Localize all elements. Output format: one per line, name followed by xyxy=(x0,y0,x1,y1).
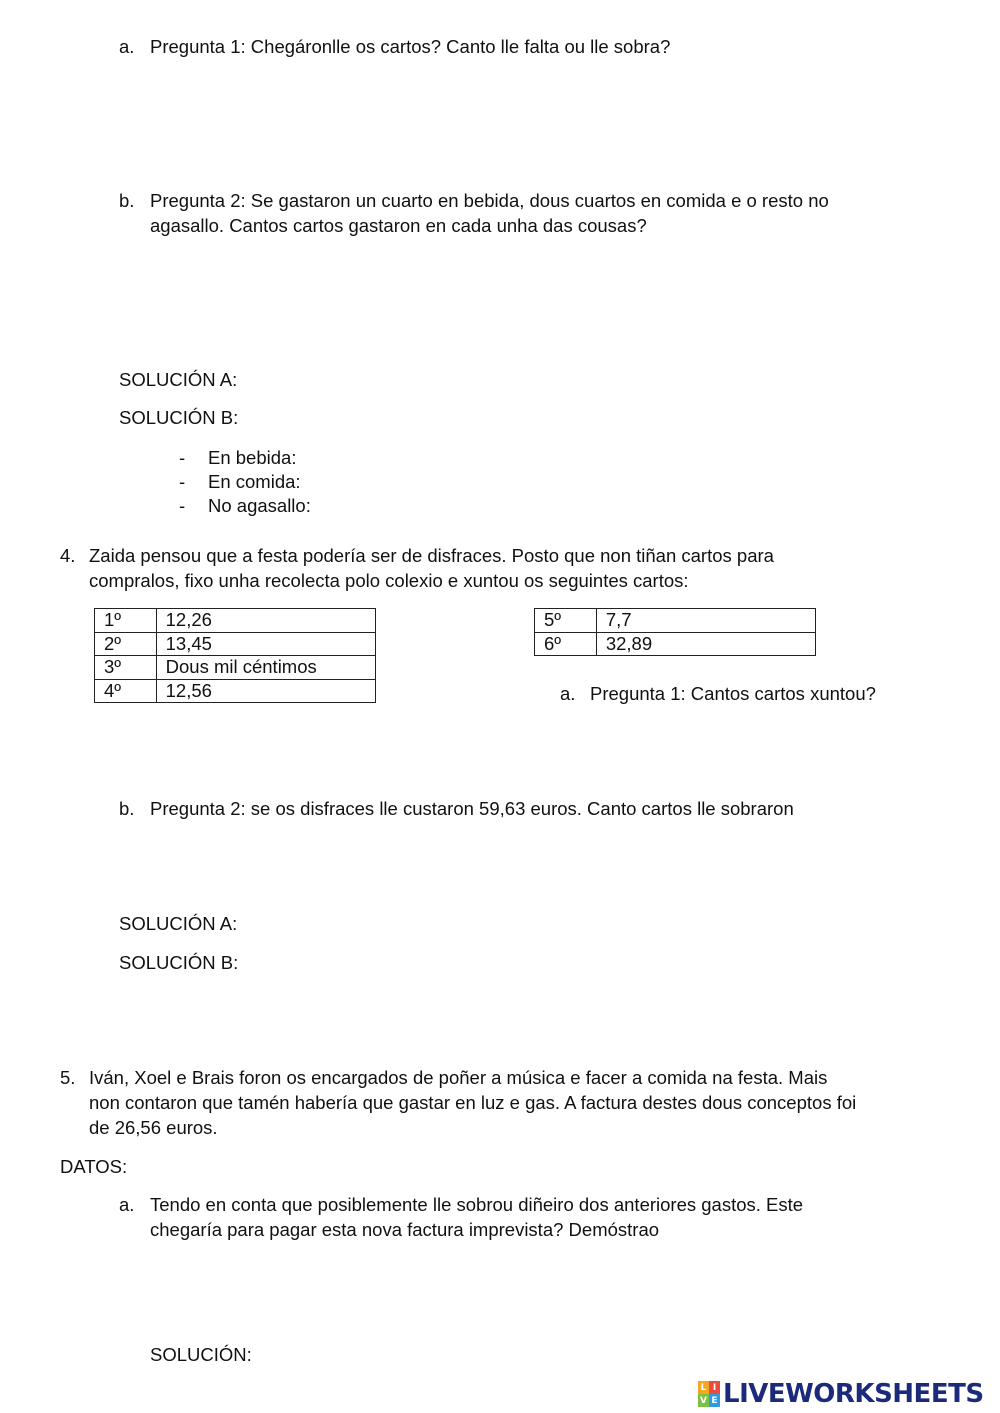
q5-statement-line1: Iván, Xoel e Brais foron os encargados de poñer a música e facer a comida na festa. Mais xyxy=(89,1067,828,1088)
table-cell-ordinal: 2º xyxy=(95,632,157,656)
logo-letter-v: V xyxy=(698,1394,709,1407)
q3-item-dash: - xyxy=(179,495,186,516)
table-row xyxy=(95,609,376,633)
q5-a-question-line2: chegaría para pagar esta nova factura imprevista? Demóstrao xyxy=(150,1219,660,1240)
q5-solucion: SOLUCIÓN: xyxy=(150,1344,252,1365)
table-cell-ordinal: 3º xyxy=(95,656,157,680)
table-cell-amount: 7,7 xyxy=(596,609,815,633)
q4-collection-table-left xyxy=(94,608,376,703)
q4-statement-line1: Zaida pensou que a festa podería ser de disfraces. Posto que non tiñan cartos para xyxy=(89,545,774,566)
q3-b-marker: b. xyxy=(119,190,135,211)
q5-statement-line3: de 26,56 euros. xyxy=(89,1117,218,1138)
q3-item-dash: - xyxy=(179,447,186,468)
logo-letter-e: E xyxy=(709,1394,720,1407)
q3-a-question: Pregunta 1: Chegáronlle os cartos? Canto lle falta ou lle sobra? xyxy=(150,36,671,57)
q3-item-agasallo: No agasallo: xyxy=(208,495,311,516)
table-cell-amount: 32,89 xyxy=(596,632,815,656)
table-cell-ordinal: 1º xyxy=(95,609,157,633)
table-row xyxy=(95,632,376,656)
table-cell-amount: 12,56 xyxy=(156,679,375,703)
q5-statement-line2: non contaron que tamén habería que gastar en luz e gas. A factura destes dous conceptos foi xyxy=(89,1092,857,1113)
q3-item-dash: - xyxy=(179,471,186,492)
q4-number: 4. xyxy=(60,545,76,566)
q5-datos-label: DATOS: xyxy=(60,1156,128,1177)
q5-a-marker: a. xyxy=(119,1194,135,1215)
table-cell-amount: 13,45 xyxy=(156,632,375,656)
table-cell-amount: Dous mil céntimos xyxy=(156,656,375,680)
table-row xyxy=(95,656,376,680)
q3-item-comida: En comida: xyxy=(208,471,301,492)
q3-solucion-a: SOLUCIÓN A: xyxy=(119,369,238,390)
q3-b-question-line1: Pregunta 2: Se gastaron un cuarto en bebida, dous cuartos en comida e o resto no xyxy=(150,190,829,211)
q3-b-question-line2: agasallo. Cantos cartos gastaron en cada unha das cousas? xyxy=(150,215,647,236)
q4-solucion-a: SOLUCIÓN A: xyxy=(119,913,238,934)
q4-b-question: Pregunta 2: se os disfraces lle custaron 59,63 euros. Canto cartos lle sobraron xyxy=(150,798,794,819)
q4-statement-line2: compralos, fixo unha recolecta polo colexio e xuntou os seguintes cartos: xyxy=(89,570,689,591)
logo-letter-i: I xyxy=(709,1381,720,1394)
q3-item-bebida: En bebida: xyxy=(208,447,297,468)
table-cell-ordinal: 6º xyxy=(535,632,597,656)
q4-collection-table-right xyxy=(534,608,816,656)
q5-number: 5. xyxy=(60,1067,76,1088)
table-cell-amount: 12,26 xyxy=(156,609,375,633)
table-row xyxy=(535,632,816,656)
liveworksheets-logo-icon xyxy=(698,1381,720,1407)
liveworksheets-logo xyxy=(698,1378,984,1410)
q5-a-question-line1: Tendo en conta que posiblemente lle sobrou diñeiro dos anteriores gastos. Este xyxy=(150,1194,804,1215)
table-cell-ordinal: 4º xyxy=(95,679,157,703)
q4-solucion-b: SOLUCIÓN B: xyxy=(119,952,239,973)
q3-solucion-b: SOLUCIÓN B: xyxy=(119,407,239,428)
table-cell-ordinal: 5º xyxy=(535,609,597,633)
q3-a-marker: a. xyxy=(119,36,135,57)
q4-a-marker: a. xyxy=(560,683,576,704)
q4-a-question: Pregunta 1: Cantos cartos xuntou? xyxy=(590,683,876,704)
liveworksheets-logo-text: LIVEWORKSHEETS xyxy=(723,1379,984,1409)
logo-letter-l: L xyxy=(698,1381,709,1394)
q4-b-marker: b. xyxy=(119,798,135,819)
table-row xyxy=(95,679,376,703)
table-row xyxy=(535,609,816,633)
